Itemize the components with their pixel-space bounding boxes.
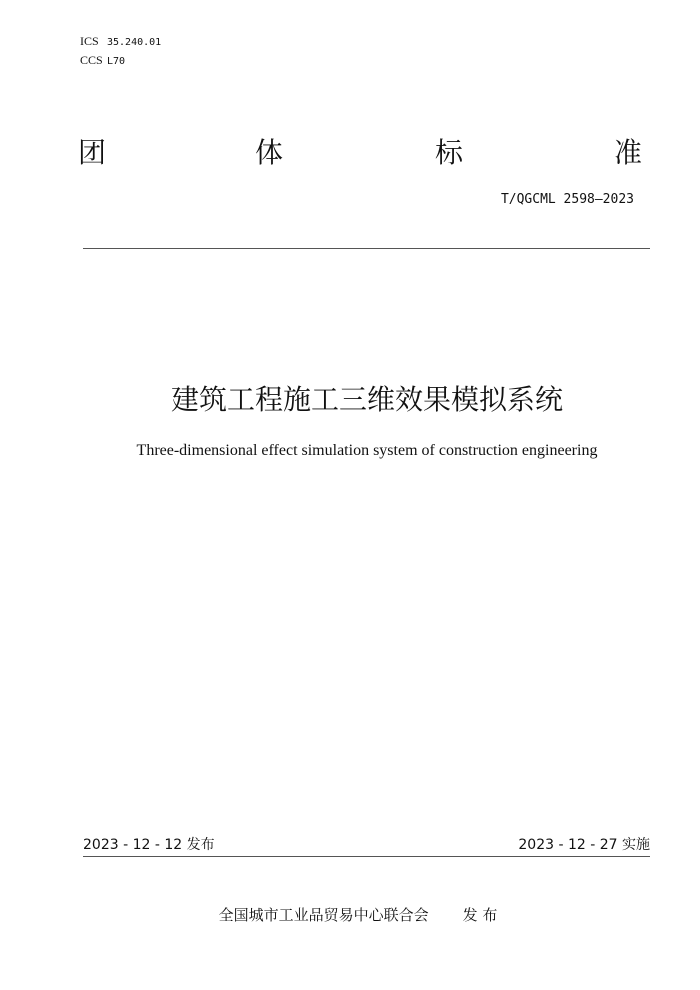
standard-number: T/QGCML 2598—2023 xyxy=(500,192,634,207)
publisher-action: 发 布 xyxy=(462,906,498,924)
standard-type-char-1: 团 xyxy=(78,136,107,169)
title-english: Three-dimensional effect simulation system of construction engineering xyxy=(136,442,598,459)
top-divider xyxy=(83,248,650,249)
publisher-organization: 全国城市工业品贸易中心联合会 xyxy=(218,906,429,924)
bottom-divider xyxy=(83,856,650,857)
issue-date: 2023 - 12 - 12 发布 xyxy=(83,837,215,853)
ics-label: ICS xyxy=(80,34,99,48)
standard-type-char-4: 准 xyxy=(614,136,643,169)
title-chinese: 建筑工程施工三维效果模拟系统 xyxy=(170,383,563,416)
ics-line xyxy=(80,34,161,50)
ccs-label: CCS xyxy=(80,53,103,67)
ics-value: 35.240.01 xyxy=(107,37,162,48)
implementation-date: 2023 - 12 - 27 实施 xyxy=(518,837,650,853)
ccs-value: L70 xyxy=(107,56,126,67)
publisher-line xyxy=(0,905,700,925)
standard-type-char-2: 体 xyxy=(255,136,284,169)
ccs-line xyxy=(80,53,125,69)
standard-type-char-3: 标 xyxy=(435,136,464,169)
